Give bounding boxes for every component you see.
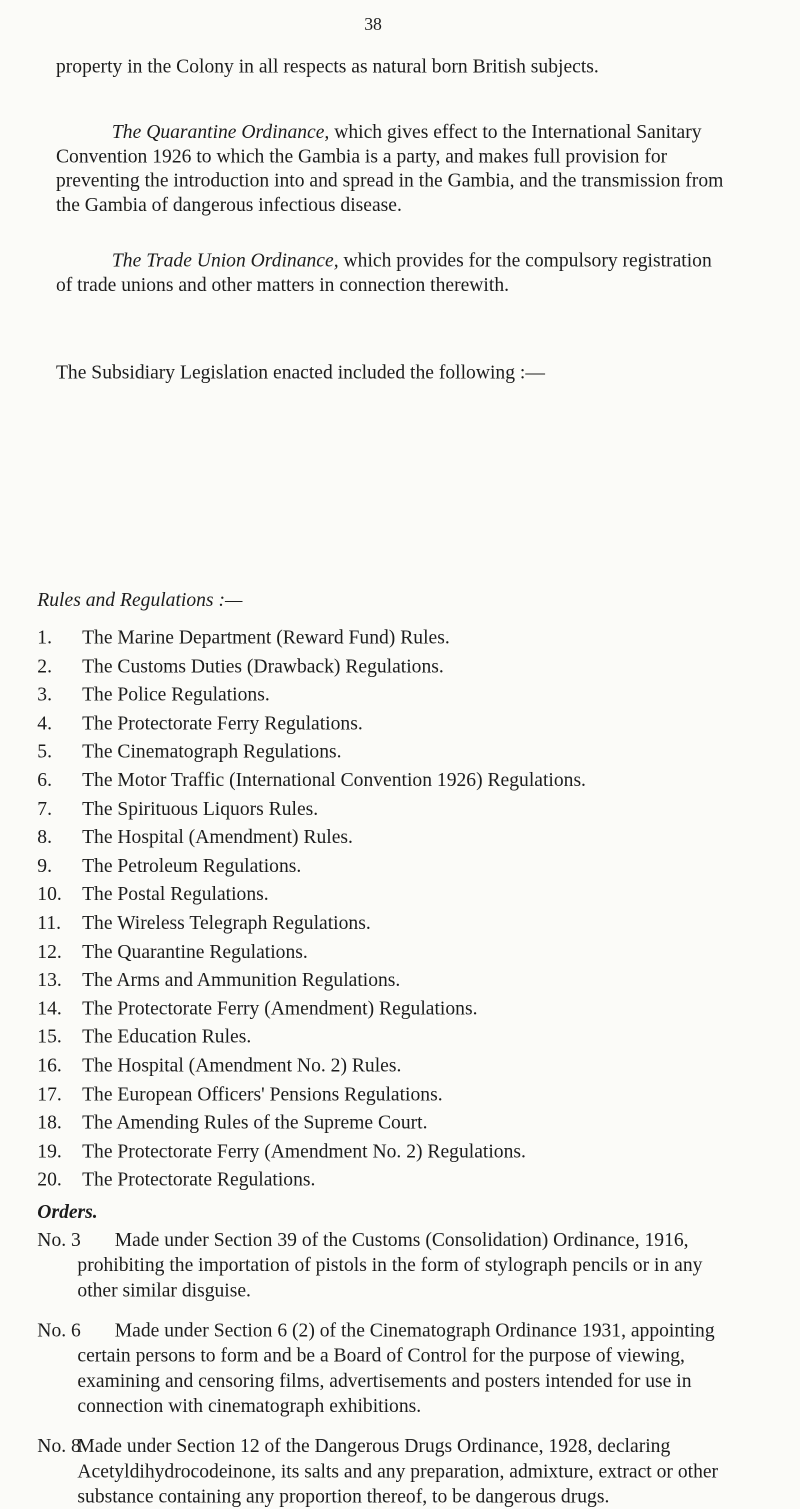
- list-number: 5.: [37, 739, 52, 763]
- list-text: The Hospital (Amendment) Rules.: [82, 825, 353, 848]
- list-item: [37, 937, 727, 966]
- list-number: 17.: [37, 1082, 62, 1105]
- ordinance-title: The Trade Union Ordinance,: [111, 249, 339, 272]
- list-item: [37, 652, 727, 681]
- order-text: Made under Section 12 of the Dangerous Drugs Ordinance, 1928, declaring Acetyldihydrocodeinone, its salts and any preparation, admixture, extract or other substance containing any proportion thereof, to be dangerous drugs.: [77, 1434, 719, 1508]
- list-item: [37, 851, 727, 880]
- list-text: The Postal Regulations.: [82, 882, 269, 905]
- intro-paragraph: property in the Colony in all respects as natural born British subjects.: [55, 55, 599, 78]
- list-number: 14.: [37, 996, 62, 1020]
- list-number: 7.: [37, 796, 52, 820]
- list-text: The Marine Department (Reward Fund) Rules.: [82, 625, 450, 649]
- rules-heading: Rules and Regulations :—: [37, 588, 243, 611]
- page-number: 38: [364, 14, 382, 35]
- list-text: The Motor Traffic (International Convention 1926) Regulations.: [82, 768, 586, 791]
- list-number: 10.: [37, 882, 62, 905]
- list-item: [37, 1108, 727, 1137]
- list-number: 3.: [37, 682, 52, 706]
- list-number: 16.: [37, 1053, 62, 1077]
- list-text: The Petroleum Regulations.: [82, 854, 302, 877]
- list-text: The Arms and Ammunition Regulations.: [82, 968, 401, 991]
- list-number: 4.: [37, 711, 52, 734]
- list-item: [37, 1137, 727, 1166]
- rules-list: [37, 623, 727, 1194]
- list-text: The European Officers' Pensions Regulations.: [82, 1082, 443, 1105]
- list-item: [37, 965, 727, 994]
- subsidiary-intro: The Subsidiary Legislation enacted included the following :—: [55, 360, 545, 384]
- order-number: No. 8: [37, 1434, 81, 1457]
- list-item: [37, 1080, 727, 1109]
- list-text: The Protectorate Ferry (Amendment No. 2) Regulations.: [82, 1139, 526, 1162]
- list-item: [37, 766, 727, 795]
- list-number: 13.: [37, 968, 62, 991]
- list-text: The Protectorate Ferry (Amendment) Regulations.: [82, 996, 478, 1020]
- list-text: The Spirituous Liquors Rules.: [82, 796, 319, 820]
- list-number: 19.: [37, 1139, 62, 1162]
- ordinance-trade-union: [56, 248, 728, 296]
- order-number: No. 6: [37, 1318, 81, 1342]
- list-number: 2.: [37, 654, 52, 677]
- list-number: 6.: [37, 768, 52, 791]
- order-text: Made under Section 39 of the Customs (Consolidation) Ordinance, 1916, prohibiting the importation of pistols in the form of stylograph pencils or in any other similar disguise.: [77, 1228, 703, 1302]
- list-number: 8.: [37, 825, 52, 848]
- ordinance-quarantine: [56, 119, 728, 216]
- order-text: Made under Section 6 (2) of the Cinematograph Ordinance 1931, appointing certain persons to form and be a Board of Control for the purpose of viewing, examining and censoring films, advertisements and posters intended for use in connection with cinematograph exhibitions.: [77, 1318, 715, 1417]
- list-text: The Wireless Telegraph Regulations.: [82, 911, 371, 934]
- list-text: The Police Regulations.: [82, 682, 270, 706]
- list-text: The Quarantine Regulations.: [82, 939, 308, 963]
- list-number: 12.: [37, 939, 62, 963]
- list-text: The Protectorate Ferry Regulations.: [82, 711, 363, 734]
- list-item: [37, 737, 727, 766]
- list-item: [37, 880, 727, 909]
- list-text: The Education Rules.: [82, 1025, 252, 1048]
- list-item: [37, 1022, 727, 1051]
- order-number: No. 3: [37, 1228, 81, 1251]
- list-number: 1.: [37, 625, 52, 649]
- ordinance-description: which gives effect to the International Sanitary Convention 1926 to which the Gambia is a party, and makes full provision for preventing the introduction into and spread in the Gambia, and the transmission from the Gambia of dangerous infectious disease.: [55, 120, 724, 216]
- list-item: [37, 823, 727, 852]
- ordinance-description: which provides for the compulsory registration of trade unions and other matters in connection therewith.: [55, 249, 712, 296]
- ordinance-title: The Quarantine Ordinance,: [111, 120, 330, 143]
- list-text: The Cinematograph Regulations.: [82, 739, 342, 763]
- list-item: [37, 794, 727, 823]
- list-text: The Customs Duties (Drawback) Regulations.: [82, 654, 444, 677]
- list-number: 18.: [37, 1110, 62, 1134]
- list-text: The Protectorate Regulations.: [82, 1167, 316, 1191]
- list-text: The Hospital (Amendment No. 2) Rules.: [82, 1053, 402, 1077]
- list-item: [37, 1165, 727, 1194]
- list-number: 11.: [37, 911, 62, 934]
- list-item: [37, 709, 727, 738]
- list-number: 15.: [37, 1025, 62, 1048]
- list-item: [37, 680, 727, 709]
- list-number: 20.: [37, 1167, 62, 1191]
- list-item: [37, 994, 727, 1023]
- list-number: 9.: [37, 854, 52, 877]
- list-text: The Amending Rules of the Supreme Court.: [82, 1110, 428, 1134]
- list-item: [37, 1051, 727, 1080]
- orders-heading: Orders.: [37, 1200, 98, 1223]
- list-item: [37, 623, 727, 652]
- list-item: [37, 908, 727, 937]
